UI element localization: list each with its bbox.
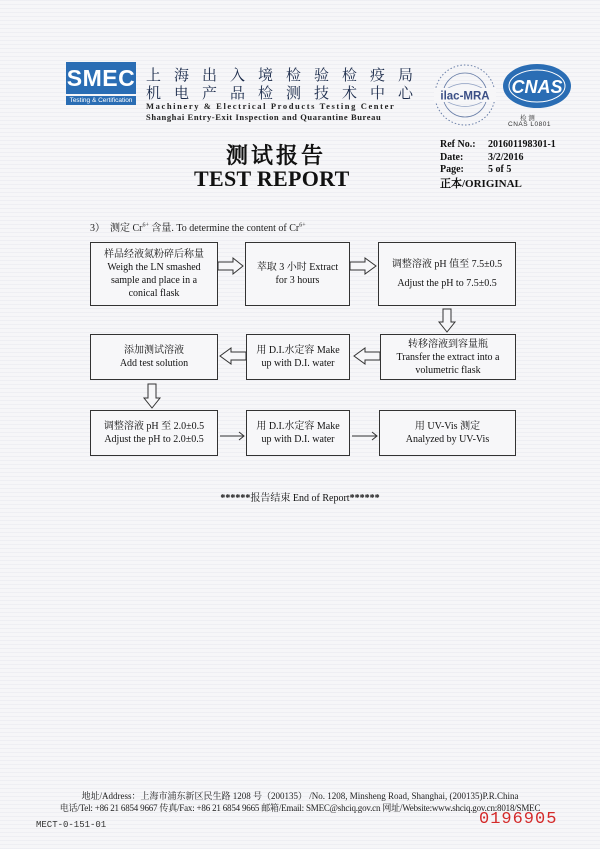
- flow-step-9-line2: Analyzed by UV-Vis: [405, 434, 490, 445]
- flow-step-4: [380, 334, 516, 380]
- section-number: 3）: [90, 223, 105, 234]
- flow-step-9-line1: 用 UV-Vis 测定: [414, 421, 481, 432]
- serial-number: 0196905: [479, 810, 558, 829]
- arrow-down-1: [439, 309, 455, 332]
- org-name-cn-line2: 机电产品检测技术中心: [146, 86, 427, 102]
- page-label: Page:: [440, 164, 464, 175]
- ilac-label: ilac-MRA: [440, 90, 490, 103]
- flow-step-1-line1: 样品经液氮粉碎后称量: [104, 249, 204, 260]
- page-value: 5 of 5: [488, 164, 512, 175]
- footer-address: 地址/Address：上海市浦东新区民生路 1208 号（200135） /No. 1208, Minsheng Road, Shanghai, (200135)P.R.China: [81, 791, 519, 801]
- cnas-label: CNAS: [511, 77, 563, 97]
- flow-step-3-line2: Adjust the pH to 7.5±0.5: [397, 278, 497, 289]
- flow-step-6-line1: 添加测试溶液: [124, 345, 184, 356]
- flow-step-3-line1: 调整溶液 pH 值至 7.5±0.5: [391, 259, 503, 270]
- arrow-left-1: [354, 348, 380, 364]
- flow-step-3: [378, 242, 516, 306]
- flow-step-1-line3: sample and place in a: [110, 275, 198, 286]
- flow-step-2-line1: 萃取 3 小时 Extract: [256, 262, 339, 273]
- flow-step-7: [90, 410, 218, 456]
- flow-step-5-line1: 用 D.I.水定容 Make: [256, 345, 340, 356]
- report-title-cn: 测试报告: [226, 143, 327, 168]
- section-text-cn: 测定 Cr: [110, 223, 143, 234]
- flow-step-2: [245, 242, 350, 306]
- flow-step-4-line1: 转移溶液到容量瓶: [408, 338, 488, 350]
- flow-step-5: [246, 334, 350, 380]
- flow-step-9: [379, 410, 516, 456]
- cnas-caption-id: CNAS L0801: [508, 121, 551, 128]
- flow-step-1: [90, 242, 218, 306]
- date-label: Date:: [440, 151, 464, 163]
- end-text: 报告结束 End of Report: [250, 493, 350, 504]
- flow-step-8-line2: up with D.I. water: [261, 434, 335, 445]
- org-name-en-line2: Shanghai Entry-Exit Inspection and Quarantine Bureau: [146, 112, 382, 122]
- flow-step-1-line2: Weigh the LN smashed: [107, 262, 201, 273]
- flow-step-5-line2: up with D.I. water: [261, 358, 335, 369]
- section-sup-1: 6+: [142, 222, 149, 229]
- org-name-en-line1: Machinery & Electrical Products Testing Center: [146, 101, 396, 111]
- flow-step-6-line2: Add test solution: [119, 358, 189, 369]
- ref-label: Ref No.:: [440, 139, 476, 150]
- logo-text: SMEC: [66, 62, 136, 94]
- flow-step-4-line3: volumetric flask: [415, 364, 481, 376]
- arrow-left-2: [220, 348, 246, 364]
- arrow-right-1: [218, 258, 243, 274]
- arrow-right-2: [350, 258, 376, 274]
- arrow-down-2: [144, 384, 160, 408]
- footer-contact: 电话/Tel: +86 21 6854 9667 传真/Fax: +86 21 6854 9665 邮箱/Email: SMEC@shciq.gov.cn 网址/Website:www.shciq.gov.cn:8018/SMEC: [59, 803, 541, 813]
- flow-step-4-line2: Transfer the extract into a: [396, 351, 500, 363]
- org-name-cn-line1: 上海出入境检验检疫局: [146, 68, 427, 84]
- flow-step-2-line2: for 3 hours: [275, 275, 320, 286]
- section-text-mid: 含量. To determine the content of Cr: [148, 223, 300, 234]
- flow-step-8: [246, 410, 350, 456]
- end-of-report: [0, 489, 600, 504]
- end-stars-left: ******: [220, 493, 251, 504]
- cnas-caption-cn: 检 测: [520, 115, 535, 122]
- flow-step-8-line1: 用 D.I.水定容 Make: [256, 421, 340, 432]
- date-value: 3/2/2016: [488, 151, 524, 163]
- form-number: MECT-0-151-01: [36, 820, 107, 830]
- logo-tagline: Testing & Certification: [66, 96, 136, 105]
- flow-step-7-line2: Adjust the pH to 2.0±0.5: [104, 434, 204, 445]
- end-stars-right: ******: [349, 493, 380, 504]
- flow-step-6: [90, 334, 218, 380]
- ref-value: 201601198301-1: [488, 139, 556, 150]
- section-sup-2: 6+: [299, 222, 306, 229]
- flow-step-1-line4: conical flask: [128, 288, 180, 299]
- report-title-en: TEST REPORT: [194, 166, 350, 191]
- original-mark: 正本/ORIGINAL: [440, 177, 522, 190]
- flow-step-7-line1: 调整溶液 pH 至 2.0±0.5: [103, 421, 205, 432]
